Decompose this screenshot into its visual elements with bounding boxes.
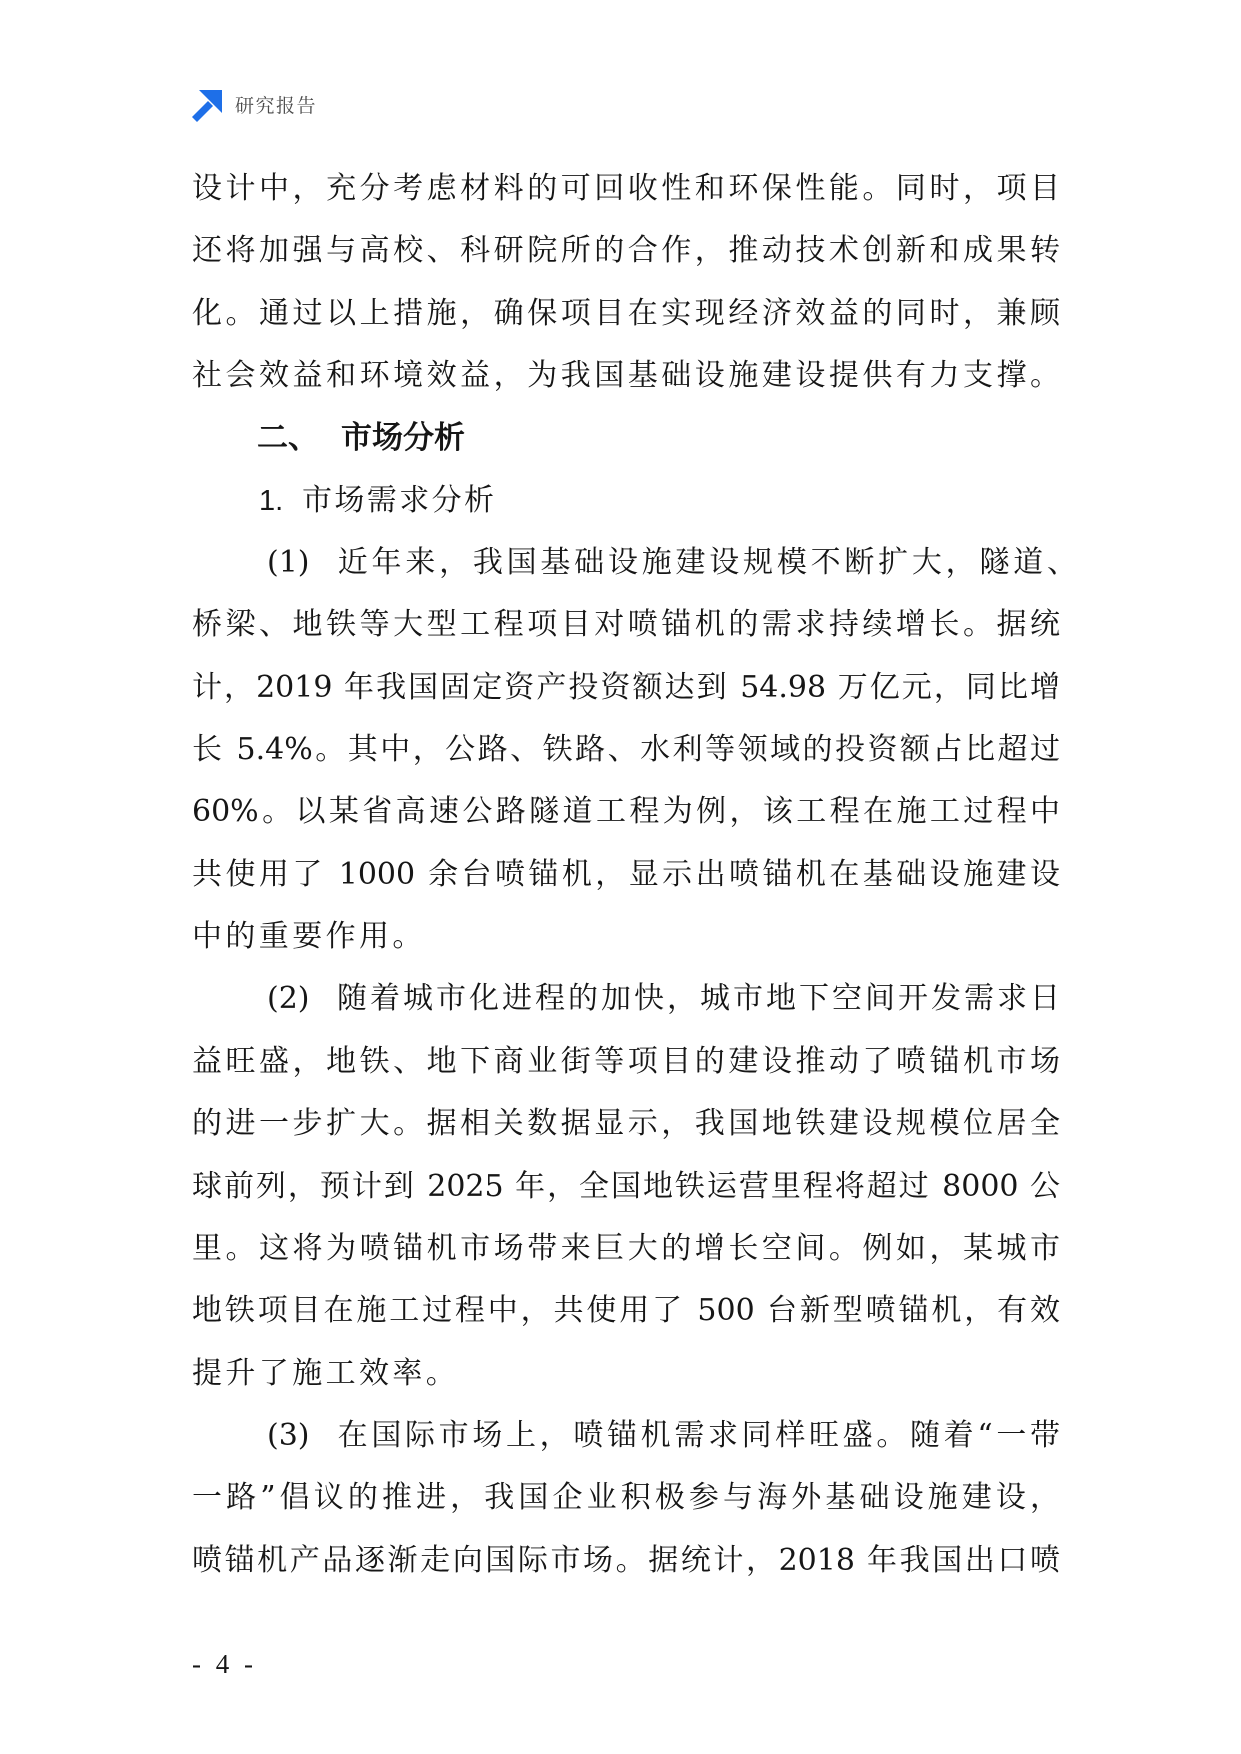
paragraph-first-line [192,1405,1060,1467]
paragraph-line: 地铁项目在施工过程中，共使用了 500 台新型喷锚机，有效 [192,1293,1060,1329]
paragraph-line: 益旺盛，地铁、地下商业街等项目的建设推动了喷锚机市场 [192,1043,1060,1079]
paragraph-last-line: 提升了施工效率。 [192,1355,460,1391]
subsection-title: 市场需求分析 [302,482,497,518]
paragraph-line-text: 随着城市化进程的加快，城市地下空间开发需求日 [334,981,1060,1017]
document-body [192,158,1077,1592]
subsection-number: 1. [259,484,284,517]
paragraph-line: 喷锚机产品逐渐走向国际市场。据统计，2018 年我国出口喷 [192,1542,1060,1578]
paragraph-line: 桥梁、地铁等大型工程项目对喷锚机的需求持续增长。据统 [192,607,1060,643]
paragraph-line-text: 近年来，我国基础设施建设规模不断扩大，隧道、 [334,545,1077,581]
paragraph-line: 社会效益和环境效益，为我国基础设施建设提供有力支撑。 [192,358,1060,394]
paragraph-line: 的进一步扩大。据相关数据显示，我国地铁建设规模位居全 [192,1106,1060,1142]
paragraph-line: 一路”倡议的推进，我国企业积极参与海外基础设施建设， [192,1480,1060,1516]
logo-arrow-shaft [192,101,213,122]
page-number: - 4 - [192,1649,257,1679]
paragraph-line: 长 5.4%。其中，公路、铁路、水利等领域的投资额占比超过 [192,732,1060,768]
section-number: 二、 [257,420,319,457]
paragraph-first-line [192,968,1060,1030]
paragraph-marker: (3) [267,1417,310,1453]
section-heading [192,407,1060,469]
arrow-up-right-icon [192,90,222,122]
paragraph-line-text: 在国际市场上，喷锚机需求同样旺盛。随着“一带 [334,1417,1060,1453]
paragraph-marker: (1) [267,545,310,581]
paragraph-line: 还将加强与高校、科研院所的合作，推动技术创新和成果转 [192,233,1060,269]
paragraph-last-line: 中的重要作用。 [192,919,426,955]
paragraph-line: 计，2019 年我国固定资产投资额达到 54.98 万亿元，同比增 [192,669,1060,705]
paragraph-marker: (2) [267,981,310,1017]
paragraph-line: 设计中，充分考虑材料的可回收性和环保性能。同时，项目 [192,171,1060,206]
paragraph-line: 球前列，预计到 2025 年，全国地铁运营里程将超过 8000 公 [192,1168,1060,1204]
paragraph-line: 里。这将为喷锚机市场带来巨大的增长空间。例如，某城市 [192,1230,1060,1266]
section-title: 市场分析 [341,420,465,457]
subsection-heading [192,470,1060,532]
page-header [192,90,392,122]
paragraph-line: 共使用了 1000 余台喷锚机，显示出喷锚机在基础设施建设 [192,856,1060,892]
paragraph-first-line [192,532,1077,594]
report-type-label: 研究报告 [235,95,318,117]
paragraph-line: 化。通过以上措施，确保项目在实现经济效益的同时，兼顾 [192,295,1060,331]
paragraph-line: 60%。以某省高速公路隧道工程为例，该工程在施工过程中 [192,794,1060,830]
